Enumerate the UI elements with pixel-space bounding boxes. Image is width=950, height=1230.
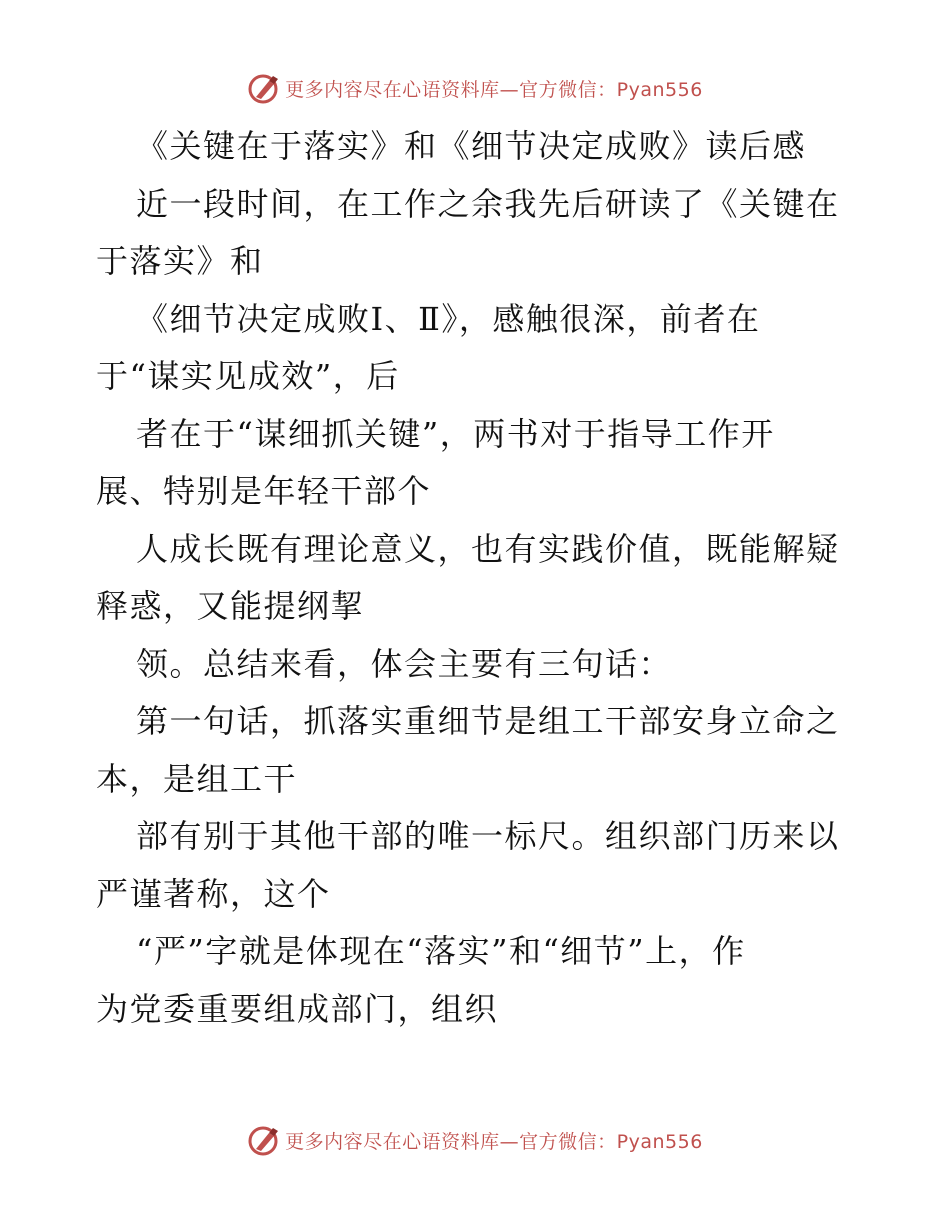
text-line: 释惑，又能提纲挈 [96,587,365,625]
text-line: 人成长既有理论意义，也有实践价值，既能解疑 [136,529,840,568]
text-line: 于落实》和 [96,242,264,280]
text-line: 于“谋实见成效”，后 [96,357,400,395]
text-line: 者在于“谋细抓关键”，两书对于指导工作开 [136,414,775,453]
text-line: 《细节决定成败Ⅰ、Ⅱ》，感触很深，前者在 [136,299,761,338]
text-line: 部有别于其他干部的唯一标尺。组织部门历来以 [136,817,840,855]
watermark-text: 更多内容尽在心语资料库—官方微信：Pyan556 [285,78,703,101]
text-line: 领。总结来看，体会主要有三句话： [136,644,673,683]
paragraph-lines [96,176,856,1039]
text-line: 近一段时间，在工作之余我先后研读了《关键在 [136,184,840,223]
header-watermark [0,68,950,108]
text-line: 展、特别是年轻干部个 [96,472,432,510]
watermark-text: 更多内容尽在心语资料库—官方微信：Pyan556 [285,1130,703,1153]
text-line: 严谨著称，这个 [96,874,331,913]
document-title: 《关键在于落实》和《细节决定成败》读后感 [136,127,807,165]
text-line: 第一句话，抓落实重细节是组工干部安身立命之 [136,702,840,740]
pen-logo-icon [247,71,281,105]
text-line: 为党委重要组成部门，组织 [96,989,499,1028]
pen-logo-icon [247,1123,281,1157]
text-line: 本，是组工干 [96,759,298,798]
document-body [96,118,856,1038]
footer-watermark [0,1120,950,1160]
text-line: “严”字就是体现在“落实”和“细节”上，作 [136,932,746,970]
